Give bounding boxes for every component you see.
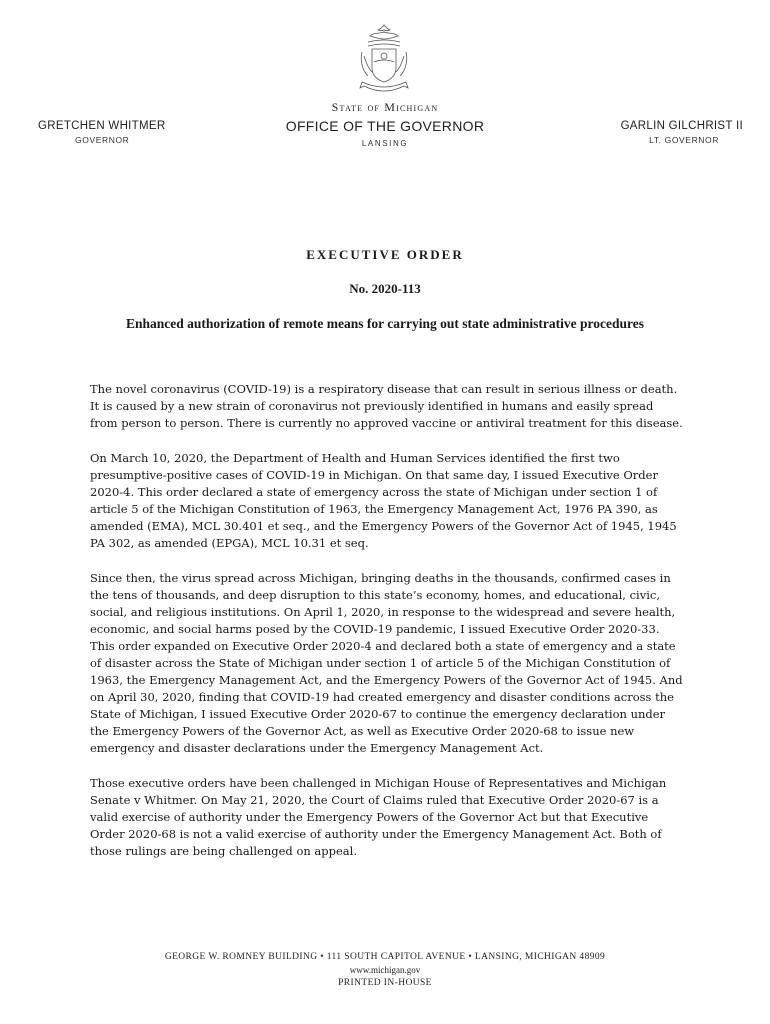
document-title: EXECUTIVE ORDER [306, 247, 464, 262]
page-footer [0, 952, 770, 988]
governor-title: GOVERNOR [75, 135, 130, 145]
footer-website-link[interactable]: www.michigan.gov [349, 965, 421, 975]
michigan-state-seal-icon [352, 22, 416, 100]
order-subtitle: Enhanced authorization of remote means for carrying out state administrative procedures [126, 316, 644, 331]
body-paragraph: Since then, the virus spread across Michigan, bringing deaths in the thousands, confirmed cases in the tens of thousands, and deep disruption to this state’s economy, homes, and educational, civic, social, and religious institutions. On April 1, 2020, in response to the widespread and severe health, economic, and social harms posed by the COVID-19 pandemic, I issued Executive Order 2020-33. This order expanded on Executive Order 2020-4 and declared both a state of emergency and a state of disaster across the State of Michigan under section 1 of article 5 of the Michigan Constitution of 1963, the Emergency Management Act, and the Emergency Powers of the Governor Act of 1945. And on April 30, 2020, finding that COVID-19 had created emergency and disaster conditions across the State of Michigan, I issued Executive Order 2020-67 to continue the emergency declaration under the Emergency Powers of the Governor Act, as well as Executive Order 2020-68 to issue new emergency and disaster declarations under the Emergency Management Act. [90, 571, 683, 755]
body-paragraph: On March 10, 2020, the Department of Health and Human Services identified the first two presumptive-positive cases of COVID-19 in Michigan. On that same day, I issued Executive Order 2020-4. This order declared a state of emergency across the state of Michigan under section 1 of article 5 of the Michigan Constitution of 1963, the Emergency Management Act, 1976 PA 390, as amended (EMA), MCL 30.401 et seq., and the Emergency Powers of the Governor Act of 1945, 1945 PA 302, as amended (EPGA), MCL 10.31 et seq. [90, 451, 677, 550]
lt-governor-name: GARLIN GILCHRIST II [620, 120, 743, 132]
body-paragraph: Those executive orders have been challenged in Michigan House of Representatives and Michigan Senate v Whitmer. On May 21, 2020, the Court of Claims ruled that Executive Order 2020-67 is a valid exercise of authority under the Emergency Powers of the Governor Act but that Executive Order 2020-68 is not a valid exercise of authority under the Emergency Management Act. Both of those rulings are being challenged on appeal. [90, 776, 667, 858]
city-name: LANSING [361, 139, 409, 148]
lt-governor-title: LT. GOVERNOR [649, 135, 719, 145]
footer-address: GEORGE W. ROMNEY BUILDING • 111 SOUTH CAPITOL AVENUE • LANSING, MICHIGAN 48909 [164, 952, 606, 962]
order-number: No. 2020-113 [349, 281, 421, 296]
body-paragraph: The novel coronavirus (COVID-19) is a respiratory disease that can result in serious illness or death. It is caused by a new strain of coronavirus not previously identified in humans and easily spread from person to person. There is currently no approved vaccine or antiviral treatment for this disease. [90, 382, 683, 430]
governor-name: GRETCHEN WHITMER [38, 120, 166, 132]
footer-printed-note: PRINTED IN-HOUSE [338, 978, 432, 988]
office-name: OFFICE OF THE GOVERNOR [285, 118, 485, 134]
state-name: State of Michigan [331, 100, 439, 114]
lt-governor-block [621, 120, 743, 145]
order-body [90, 381, 684, 878]
